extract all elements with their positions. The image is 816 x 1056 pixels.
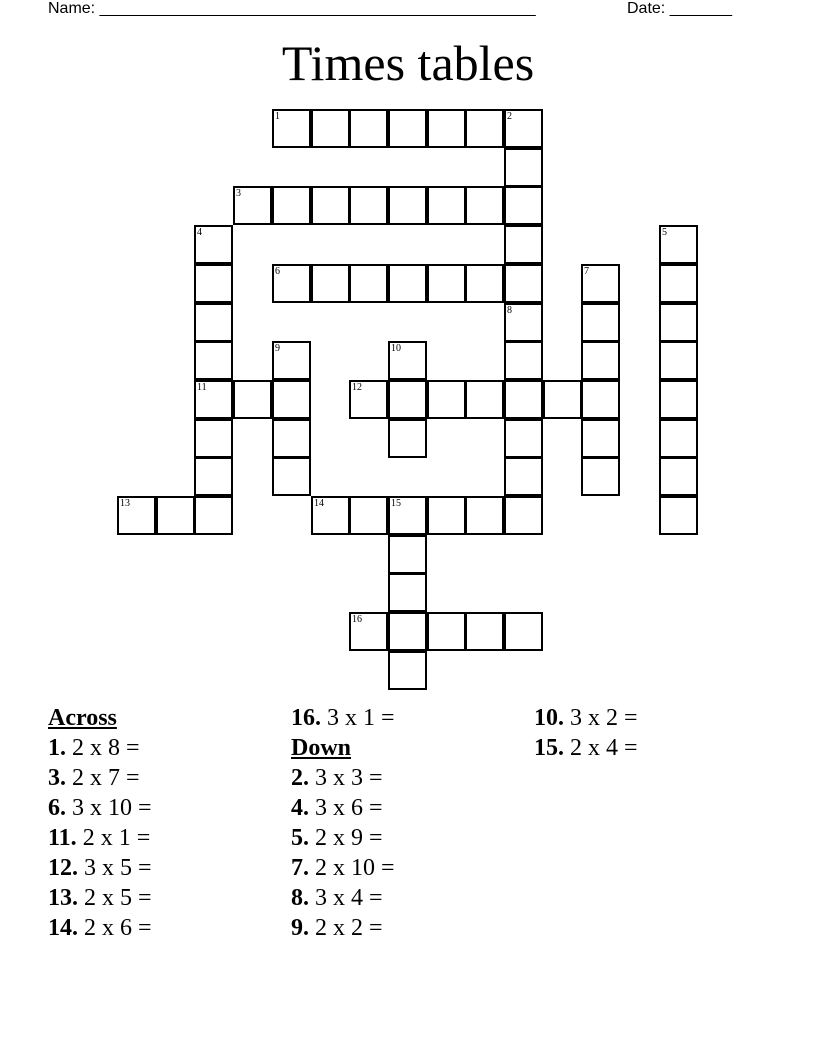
crossword-cell[interactable] [581, 457, 620, 496]
clue-across-16: 16. 3 x 1 = [291, 705, 395, 731]
crossword-cell[interactable] [427, 612, 466, 651]
clue-number-label: 1 [275, 111, 280, 122]
crossword-cell[interactable] [349, 496, 388, 535]
crossword-cell[interactable] [659, 380, 698, 419]
date-line: Date: _______ [627, 0, 732, 17]
clue-number-label: 16 [352, 614, 362, 625]
crossword-cell[interactable] [427, 380, 466, 419]
crossword-cell[interactable] [388, 186, 427, 225]
clue-number-label: 15 [391, 498, 401, 509]
clue-number-label: 13 [120, 498, 130, 509]
clue-number-label: 4 [197, 227, 202, 238]
down-heading: Down [291, 735, 352, 761]
clue-number-label: 2 [507, 111, 512, 122]
clue-number-label: 14 [314, 498, 324, 509]
crossword-cell[interactable] [581, 264, 620, 303]
clue-down-7: 7. 2 x 10 = [291, 855, 395, 881]
crossword-cell[interactable] [581, 380, 620, 419]
crossword-cell[interactable] [465, 612, 504, 651]
crossword-cell[interactable] [504, 457, 543, 496]
clue-across-12: 12. 3 x 5 = [48, 855, 152, 881]
clue-down-8: 8. 3 x 4 = [291, 885, 383, 911]
crossword-cell[interactable] [388, 496, 427, 535]
crossword-cell[interactable] [659, 341, 698, 380]
crossword-cell[interactable] [388, 612, 427, 651]
crossword-cell[interactable] [311, 264, 350, 303]
crossword-cell[interactable] [233, 186, 272, 225]
crossword-cell[interactable] [427, 264, 466, 303]
crossword-cell[interactable] [659, 457, 698, 496]
clue-across-13: 13. 2 x 5 = [48, 885, 152, 911]
clue-down-2: 2. 3 x 3 = [291, 765, 383, 791]
crossword-cell[interactable] [272, 419, 311, 458]
crossword-cell[interactable] [117, 496, 156, 535]
crossword-cell[interactable] [194, 496, 233, 535]
crossword-cell[interactable] [194, 457, 233, 496]
crossword-cell[interactable] [311, 186, 350, 225]
clue-column-2 [291, 703, 395, 943]
crossword-cell[interactable] [349, 612, 388, 651]
crossword-cell[interactable] [272, 109, 311, 148]
page-title: Times tables [281, 35, 535, 91]
crossword-cell[interactable] [427, 186, 466, 225]
crossword-cell[interactable] [272, 380, 311, 419]
crossword-cell[interactable] [194, 341, 233, 380]
clue-across-1: 1. 2 x 8 = [48, 735, 140, 761]
crossword-cell[interactable] [465, 380, 504, 419]
crossword-cell[interactable] [388, 380, 427, 419]
clue-number-label: 5 [662, 227, 667, 238]
clue-down-5: 5. 2 x 9 = [291, 825, 383, 851]
crossword-cell[interactable] [504, 419, 543, 458]
crossword-cell[interactable] [272, 341, 311, 380]
crossword-cell[interactable] [388, 109, 427, 148]
crossword-cell[interactable] [504, 496, 543, 535]
clue-number-label: 3 [236, 188, 241, 199]
clue-number-label: 7 [584, 266, 589, 277]
crossword-cell[interactable] [194, 419, 233, 458]
crossword-cell[interactable] [272, 186, 311, 225]
across-heading: Across [48, 705, 117, 731]
crossword-cell[interactable] [194, 225, 233, 264]
crossword-cell[interactable] [465, 264, 504, 303]
clue-column-1 [48, 703, 152, 943]
clue-across-11: 11. 2 x 1 = [48, 825, 151, 851]
clue-column-3 [534, 703, 638, 763]
crossword-cell[interactable] [311, 109, 350, 148]
crossword-cell[interactable] [465, 496, 504, 535]
clue-down-10: 10. 3 x 2 = [534, 705, 638, 731]
crossword-cell[interactable] [581, 419, 620, 458]
clue-number-label: 11 [197, 382, 207, 393]
crossword-cell[interactable] [349, 264, 388, 303]
crossword-cell[interactable] [427, 496, 466, 535]
crossword-cell[interactable] [543, 380, 582, 419]
crossword-cell[interactable] [349, 186, 388, 225]
clue-down-4: 4. 3 x 6 = [291, 795, 383, 821]
crossword-cell[interactable] [233, 380, 272, 419]
crossword-cell[interactable] [659, 264, 698, 303]
crossword-cell[interactable] [194, 303, 233, 342]
crossword-cell[interactable] [388, 341, 427, 380]
crossword-cell[interactable] [659, 303, 698, 342]
clue-across-6: 6. 3 x 10 = [48, 795, 152, 821]
crossword-cell[interactable] [581, 303, 620, 342]
crossword-cell[interactable] [388, 651, 427, 690]
crossword-cell[interactable] [504, 612, 543, 651]
crossword-cell[interactable] [504, 341, 543, 380]
crossword-cell[interactable] [504, 186, 543, 225]
clue-down-9: 9. 2 x 2 = [291, 915, 383, 941]
name-line: Name: _________________________________________________ [48, 0, 536, 17]
crossword-cell[interactable] [465, 186, 504, 225]
crossword-cell[interactable] [156, 496, 195, 535]
clue-number-label: 6 [275, 266, 280, 277]
crossword-cell[interactable] [659, 225, 698, 264]
clue-number-label: 12 [352, 382, 362, 393]
crossword-cell[interactable] [504, 303, 543, 342]
clue-across-3: 3. 2 x 7 = [48, 765, 140, 791]
crossword-cell[interactable] [504, 148, 543, 187]
clue-across-14: 14. 2 x 6 = [48, 915, 152, 941]
clue-number-label: 10 [391, 343, 401, 354]
crossword-cell[interactable] [388, 535, 427, 574]
crossword-cell[interactable] [194, 380, 233, 419]
crossword-cell[interactable] [388, 573, 427, 612]
crossword-cell[interactable] [388, 419, 427, 458]
crossword-cell[interactable] [465, 109, 504, 148]
crossword-cell[interactable] [504, 109, 543, 148]
crossword-cell[interactable] [504, 264, 543, 303]
crossword-cell[interactable] [272, 264, 311, 303]
crossword-cell[interactable] [659, 496, 698, 535]
clue-number-label: 8 [507, 305, 512, 316]
crossword-cell[interactable] [388, 264, 427, 303]
crossword-cell[interactable] [272, 457, 311, 496]
crossword-cell[interactable] [581, 341, 620, 380]
crossword-cell[interactable] [504, 380, 543, 419]
crossword-cell[interactable] [311, 496, 350, 535]
clue-number-label: 9 [275, 343, 280, 354]
crossword-cell[interactable] [349, 380, 388, 419]
crossword-cell[interactable] [427, 109, 466, 148]
clue-down-15: 15. 2 x 4 = [534, 735, 638, 761]
crossword-cell[interactable] [349, 109, 388, 148]
crossword-cell[interactable] [659, 419, 698, 458]
crossword-cell[interactable] [194, 264, 233, 303]
crossword-cell[interactable] [504, 225, 543, 264]
